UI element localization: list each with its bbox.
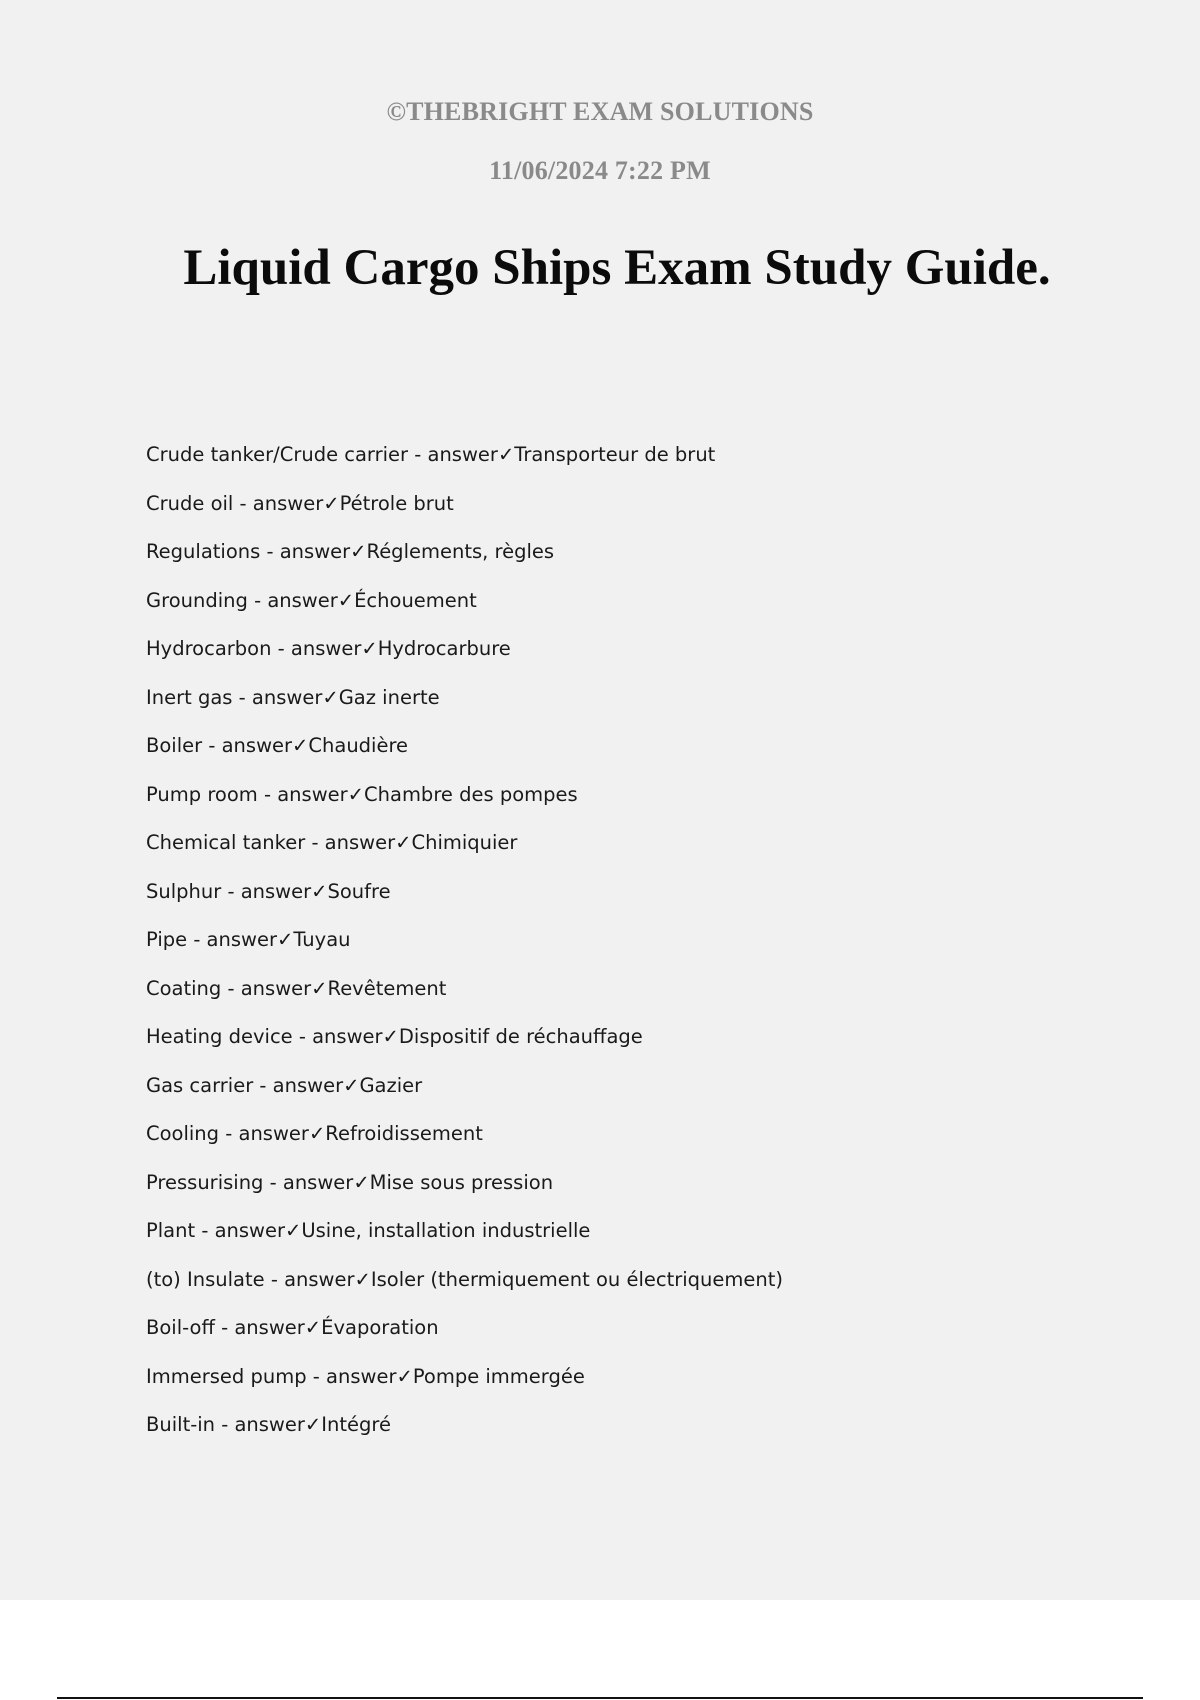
qa-item (146, 780, 783, 829)
check-icon: ✓ (311, 879, 328, 903)
qa-term: Hydrocarbon (146, 637, 272, 660)
qa-term: Chemical tanker (146, 831, 306, 854)
qa-item (146, 1022, 783, 1071)
qa-answer: Gazier (359, 1073, 423, 1097)
qa-separator: - answer (214, 1316, 305, 1339)
qa-separator: - answer (202, 734, 293, 757)
qa-item (146, 1168, 783, 1217)
qa-answer: Transporteur de brut (514, 443, 716, 466)
qa-answer: Revêtement (327, 976, 447, 1000)
qa-separator: - answer (195, 1219, 286, 1242)
qa-answer: Refroidissement (325, 1122, 483, 1145)
check-icon: ✓ (395, 831, 412, 854)
qa-term: Grounding (146, 588, 248, 612)
qa-term: Crude oil (146, 491, 234, 515)
qa-item (146, 1265, 783, 1314)
qa-answer: Gaz inerte (338, 685, 440, 709)
qa-separator: - answer (292, 1025, 383, 1048)
qa-item (146, 537, 783, 586)
check-icon: ✓ (343, 1073, 360, 1097)
qa-list (146, 440, 783, 1459)
qa-term: Boil-off (146, 1316, 215, 1339)
qa-term: Cooling (146, 1122, 220, 1145)
qa-separator: - answer (187, 928, 277, 951)
qa-answer: Soufre (327, 879, 391, 903)
qa-separator: - answer (257, 782, 348, 806)
check-icon: ✓ (277, 928, 294, 951)
qa-separator: - answer (263, 1170, 354, 1194)
qa-answer: Pétrole brut (339, 491, 454, 515)
check-icon: ✓ (337, 588, 355, 612)
check-icon: ✓ (292, 734, 309, 757)
date-header: 11/06/2024 7:22 PM (489, 156, 711, 185)
check-icon: ✓ (322, 685, 339, 709)
check-icon: ✓ (323, 491, 340, 515)
qa-answer: Échouement (354, 588, 477, 612)
check-icon: ✓ (285, 1219, 302, 1242)
qa-separator: - answer (221, 976, 312, 1000)
qa-term: Coating (146, 976, 222, 1000)
qa-term: Boiler (146, 734, 203, 757)
check-icon: ✓ (304, 1413, 322, 1436)
qa-answer: Évaporation (321, 1316, 439, 1339)
qa-answer: Chaudière (308, 734, 409, 757)
qa-separator: - answer (219, 1122, 309, 1145)
qa-separator: - answer (306, 1364, 397, 1388)
check-icon: ✓ (354, 1267, 371, 1291)
qa-separator: - answer (260, 540, 351, 563)
qa-separator: - answer (247, 588, 338, 612)
qa-separator: - answer (408, 443, 498, 466)
check-icon: ✓ (311, 976, 328, 1000)
qa-item (146, 1071, 783, 1120)
check-icon: ✓ (396, 1364, 413, 1388)
qa-item (146, 974, 783, 1023)
qa-answer: Mise sous pression (369, 1170, 554, 1194)
qa-term: Pressurising (146, 1170, 264, 1194)
qa-item (146, 1362, 783, 1411)
check-icon: ✓ (353, 1170, 370, 1194)
qa-item (146, 1216, 783, 1265)
qa-answer: Isoler (thermiquement ou électriquement) (370, 1267, 783, 1291)
qa-term: Inert gas (146, 685, 233, 709)
qa-separator: - answer (221, 879, 312, 903)
qa-term: Plant (146, 1219, 196, 1242)
qa-answer: Chambre des pompes (364, 782, 578, 806)
qa-answer: Hydrocarbure (377, 637, 511, 660)
qa-item (146, 440, 783, 489)
qa-term: Immersed pump (146, 1364, 307, 1388)
qa-separator: - answer (271, 637, 362, 660)
qa-item (146, 586, 783, 635)
qa-separator: - answer (264, 1267, 355, 1291)
qa-item (146, 634, 783, 683)
qa-item (146, 1119, 783, 1168)
qa-item (146, 1410, 783, 1459)
qa-term: Pipe (146, 928, 188, 951)
qa-item (146, 925, 783, 974)
qa-term: Gas carrier (146, 1073, 254, 1097)
qa-item (146, 828, 783, 877)
qa-term: Regulations (146, 540, 261, 563)
qa-separator: - answer (253, 1073, 344, 1097)
qa-term: Built-in (146, 1413, 216, 1436)
check-icon: ✓ (304, 1316, 322, 1339)
qa-item (146, 731, 783, 780)
qa-answer: Chimiquier (411, 831, 518, 854)
qa-separator: - answer (233, 491, 324, 515)
footer-rule (57, 1697, 1143, 1699)
check-icon: ✓ (350, 540, 367, 563)
qa-separator: - answer (232, 685, 323, 709)
qa-separator: - answer (215, 1413, 305, 1436)
qa-answer: Réglements, règles (366, 540, 555, 563)
check-icon: ✓ (308, 1122, 326, 1145)
check-icon: ✓ (361, 637, 378, 660)
qa-answer: Pompe immergée (412, 1364, 585, 1388)
qa-item (146, 683, 783, 732)
qa-term: Pump room (146, 782, 258, 806)
qa-term: Heating device (146, 1025, 293, 1048)
qa-answer: Dispositif de réchauffage (398, 1025, 643, 1048)
check-icon: ✓ (382, 1025, 399, 1048)
qa-term: Sulphur (146, 879, 222, 903)
qa-answer: Tuyau (293, 928, 351, 951)
qa-term: (to) Insulate (146, 1267, 265, 1291)
qa-item (146, 489, 783, 538)
qa-answer: Intégré (321, 1413, 391, 1436)
qa-item (146, 877, 783, 926)
qa-term: Crude tanker/Crude carrier (146, 443, 409, 466)
qa-separator: - answer (305, 831, 396, 854)
qa-answer: Usine, installation industrielle (301, 1219, 591, 1242)
check-icon: ✓ (347, 782, 365, 806)
qa-item (146, 1313, 783, 1362)
check-icon: ✓ (497, 443, 515, 466)
brand-header: ©THEBRIGHT EXAM SOLUTIONS (386, 97, 814, 126)
document-title: Liquid Cargo Ships Exam Study Guide. (183, 240, 1051, 296)
